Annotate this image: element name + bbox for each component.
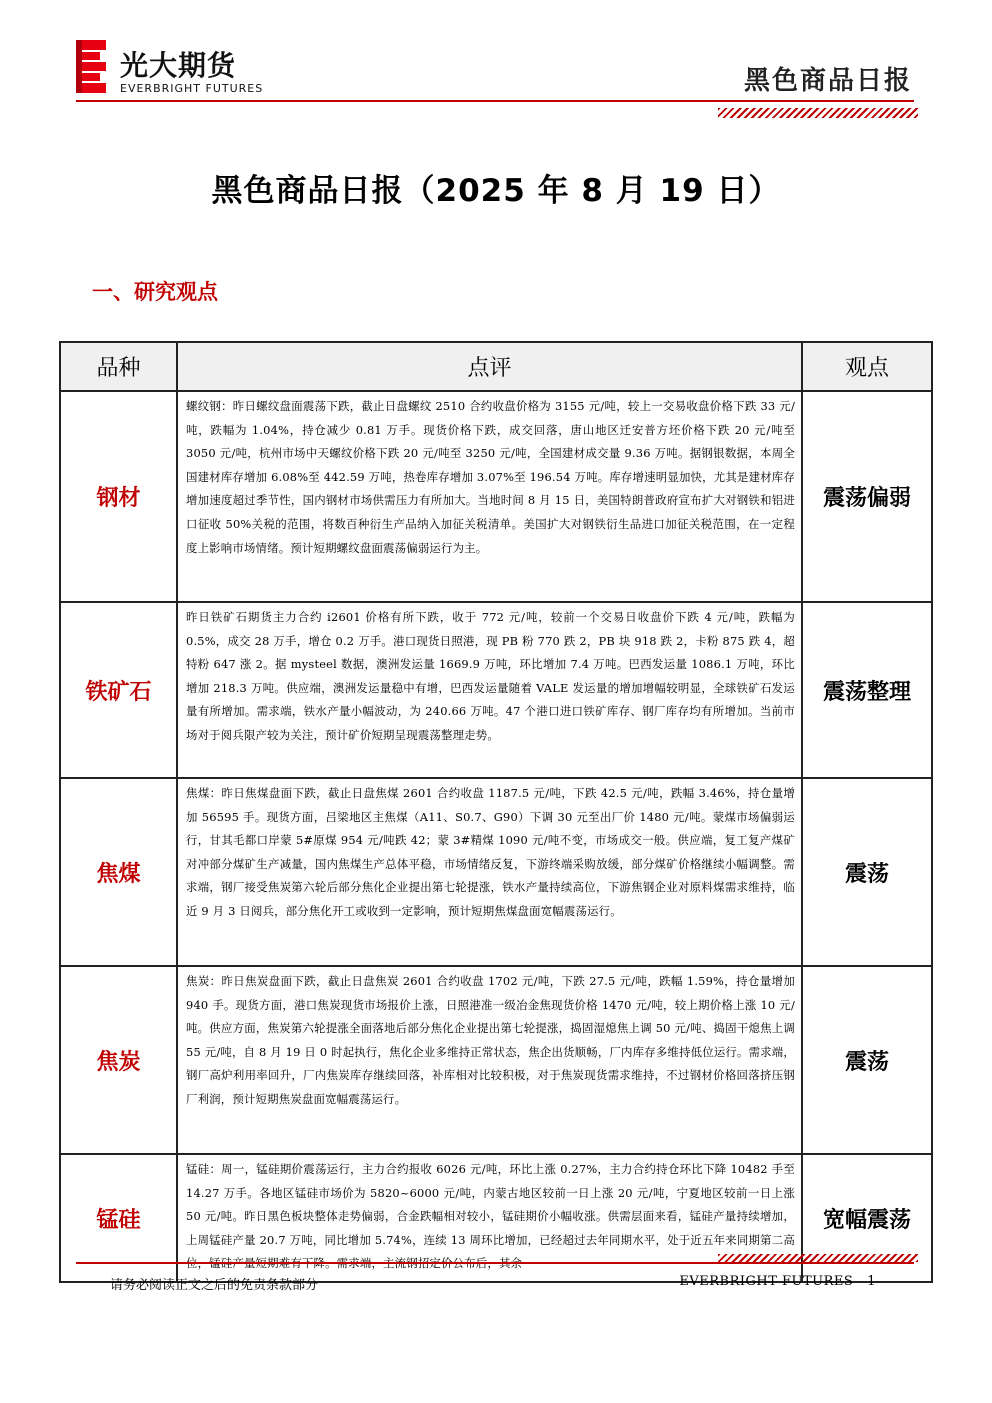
column-header-comment: 点评 (177, 342, 802, 391)
view-cell: 震荡 (802, 966, 932, 1154)
view-cell: 震荡整理 (802, 602, 932, 778)
footer-stripe-decoration (718, 1254, 918, 1262)
table-row (60, 966, 932, 1154)
footer-brand-page (679, 1274, 876, 1289)
column-header-variety: 品种 (60, 342, 177, 391)
variety-cell: 锰硅 (60, 1154, 177, 1282)
table-row (60, 778, 932, 966)
footer-disclaimer: 请务必阅读正文之后的免责条款部分 (110, 1278, 319, 1293)
variety-cell: 焦炭 (60, 966, 177, 1154)
table-row (60, 391, 932, 602)
view-cell: 宽幅震荡 (802, 1154, 932, 1282)
header-divider (76, 100, 914, 102)
column-header-view: 观点 (802, 342, 932, 391)
comment-cell: 昨日铁矿石期货主力合约 i2601 价格有所下跌，收于 772 元/吨，较前一个交易日收盘价下跌 4 元/吨，跌幅为 0.5%，成交 28 万手，增仓 0.2 万手。港口现货日照港，现 PB 粉 770 跌 2，PB 块 918 跌 2，卡粉 875 跌 4，超特粉 647 涨 2。据 mysteel 数据，澳洲发运量 1669.9 万吨，环比增加 7.4 万吨。巴西发运量 1086.1 万吨，环比增加 218.3 万吨。供应端，澳洲发运量稳中有增，巴西发运量随着 VALE 发运量的增加增幅较明显，全球铁矿石发运量有所增加。需求端，铁水产量小幅波动，为 240.66 万吨。47 个港口进口铁矿库存、钢厂库存均有所增加。当前市场对于阅兵限产较为关注，预计矿价短期呈现震荡整理走势。 (177, 602, 802, 778)
header-report-title: 黑色商品日报 (743, 66, 912, 96)
variety-cell: 焦煤 (60, 778, 177, 966)
comment-cell: 锰硅：周一，锰硅期价震荡运行，主力合约报收 6026 元/吨，环比上涨 0.27%，主力合约持仓环比下降 10482 手至 14.27 万手。各地区锰硅市场价为 5820~6000 元/吨，内蒙古地区较前一日上涨 20 元/吨，宁夏地区较前一日上涨 50 元/吨。昨日黑色板块整体走势偏弱，合金跌幅相对较小，锰硅期价小幅收涨。供需层面来看，锰硅产量持续增加，上周锰硅产量 20.7 万吨，同比增加 5.74%，连续 13 周环比增加，已经超过去年同期水平，处于近五年来同期第二高 (177, 1154, 802, 1282)
variety-cell: 钢材 (60, 391, 177, 602)
page-header (0, 0, 992, 125)
page-number: 1 (867, 1274, 876, 1289)
comment-cell: 焦煤：昨日焦煤盘面下跌，截止日盘焦煤 2601 合约收盘 1187.5 元/吨，下跌 42.5 元/吨，跌幅 3.46%，持仓量增加 56595 手。现货方面，吕梁地区主焦煤（A11、S0.7、G90）下调 30 元至出厂价 1480 元/吨。蒙煤市场偏弱运行，甘其毛都口岸蒙 5#原煤 954 元/吨跌 42；蒙 3#精煤 1090 元/吨不变，市场成交一般。供应端，复工复产煤矿对冲部分煤矿生产减量，国内焦煤生产总体平稳，市场情绪反复，下游终端采购放缓，部分煤矿价格继续小幅调整。需求端，钢厂接受焦炭第六轮后部分焦化企业提出第七轮提涨，铁水产量持续高位，下游焦钢企业对原料煤需求维持，临近 9 月 3 日阅兵，部分焦化开工或收到一定影响，预计短期焦煤盘面宽幅震荡运行。 (177, 778, 802, 966)
comment-cell: 焦炭：昨日焦炭盘面下跌，截止日盘焦炭 2601 合约收盘 1702 元/吨，下跌 27.5 元/吨，跌幅 1.59%，持仓量增加 940 手。现货方面，港口焦炭现货市场报价上涨，日照港准一级冶金焦现货价格 1470 元/吨，较上期价格上涨 10 元/吨。供应方面，焦炭第六轮提涨全面落地后部分焦化企业提出第七轮提涨，捣固湿熄焦上调 50 元/吨、捣固干熄焦上调 55 元/吨，自 8 月 19 日 0 时起执行，焦化企业多维持正常状态，焦企出货顺畅，厂内库存多维持低位运行。需求端，钢厂高炉利用率回升，厂内焦炭库存继续回落，补库相对比较积极，对于焦炭现货需求维持，不过钢材价格回落挤压钢厂利润，预计短期焦炭盘面宽幅震荡运行。 (177, 966, 802, 1154)
company-logo (76, 40, 286, 100)
table-row (60, 602, 932, 778)
footer-divider (76, 1262, 914, 1264)
footer-brand: EVERBRIGHT FUTURES (679, 1274, 854, 1289)
view-cell: 震荡 (802, 778, 932, 966)
comment-cell: 螺纹钢：昨日螺纹盘面震荡下跌，截止日盘螺纹 2510 合约收盘价格为 3155 元/吨，较上一交易收盘价格下跌 33 元/吨，跌幅为 1.04%，持仓减少 0.81 万手。现货价格下跌，成交回落，唐山地区迁安普方坯价格下跌 20 元/吨至 3050 元/吨，杭州市场中天螺纹价格下跌 20 元/吨至 3250 元/吨，全国建材成交量 9.36 万吨。据钢银数据，本周全国建材库存增加 6.08%至 442.59 万吨，热卷库存增加 3.07%至 196.54 万吨。库存增速明显加快，尤其是建材库存增加速度超过季节性，国内钢材市场供需压力有所加大。当地时间 8 月 15 日，美国特朗普政府宣布扩大对钢铁和铝进口征收 50%关税的范围，将数百种衍生产品纳入加征关税清单。美国扩大对钢铁衍生品进口加征关税范围，在一定程度上影响市场情绪。预计短期螺纹盘面震荡偏弱运行为主。 (177, 391, 802, 602)
variety-cell: 铁矿石 (60, 602, 177, 778)
research-view-table (59, 341, 933, 1283)
header-stripe-decoration (718, 108, 918, 118)
table-header-row (60, 342, 932, 391)
document-title: 黑色商品日报（2025 年 8 月 19 日） (211, 173, 781, 209)
view-cell: 震荡偏弱 (802, 391, 932, 602)
logo-chinese-name: 光大期货 (120, 49, 237, 82)
section-heading: 一、研究观点 (92, 280, 218, 304)
logo-english-name: EVERBRIGHT FUTURES (120, 82, 264, 95)
logo-mark-icon (76, 40, 110, 98)
